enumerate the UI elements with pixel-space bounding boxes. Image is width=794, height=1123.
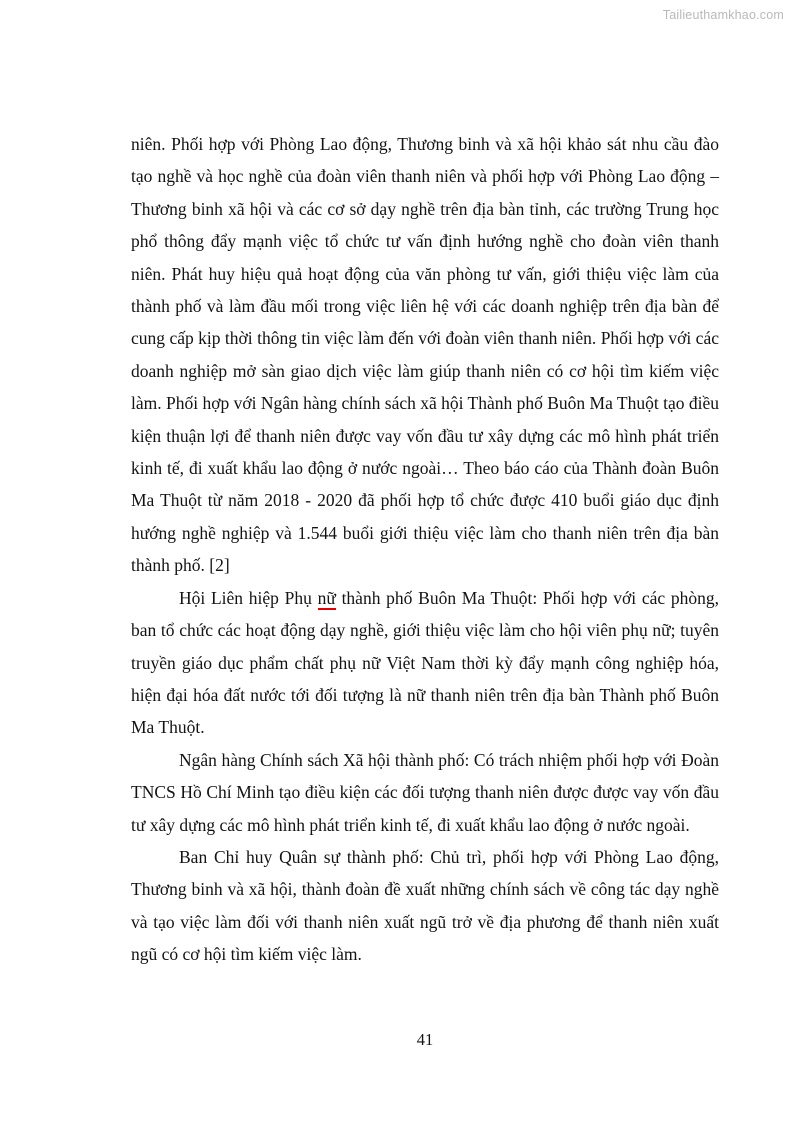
page-number: 41 xyxy=(416,1030,434,1049)
paragraph-military-command: Ban Chỉ huy Quân sự thành phố: Chủ trì, phối hợp với Phòng Lao động, Thương binh và xã hội, thành đoàn đề xuất những chính sách về công tác dạy nghề và tạo việc làm đối với thanh niên xuất ngũ trở về địa phương để thanh niên xuất ngũ có cơ hội tìm kiếm việc làm. xyxy=(131,846,719,965)
paragraph-segment-before: Hội Liên hiệp Phụ xyxy=(179,587,318,608)
paragraph-continuation: niên. Phối hợp với Phòng Lao động, Thương binh và xã hội khảo sát nhu cầu đào tạo nghề và học nghề của đoàn viên thanh niên và phối hợp với Phòng Lao động – Thương binh xã hội và các cơ sở dạy nghề trên địa bàn tỉnh, các trường Trung học phổ thông đẩy mạnh việc tổ chức tư vấn định hướng nghề cho đoàn viên thanh niên. Phát huy hiệu quả hoạt động của văn phòng tư vấn, giới thiệu việc làm của thành phố và làm đầu mối trong việc liên hệ với các doanh nghiệp trên địa bàn để cung cấp kịp thời thông tin việc làm đến với đoàn viên thanh niên. Phối hợp với các doanh nghiệp mở sàn giao dịch việc làm giúp thanh niên có cơ hội tìm kiếm việc làm. Phối hợp với Ngân hàng chính sách xã hội Thành phố Buôn Ma Thuột tạo điều kiện thuận lợi để thanh niên được vay vốn đầu tư xây dựng các mô hình phát triển kinh tế, đi xuất khẩu lao động ở nước ngoài… Theo báo cáo của Thành đoàn Buôn Ma Thuột từ năm 2018 - 2020 đã phối hợp tổ chức được 410 buổi giáo dục định hướng nghề nghiệp và 1.544 buổi giới thiệu việc làm cho thanh niên trên địa bàn thành phố. [2] xyxy=(131,134,719,576)
watermark-text: Tailieuthamkhao.com xyxy=(662,8,784,22)
paragraph-segment-after: thành phố Buôn Ma Thuột: Phối hợp với các phòng, ban tổ chức các hoạt động dạy nghề, giới thiệu việc làm cho hội viên phụ nữ; tuyên truyền giáo dục phẩm chất phụ nữ Việt Nam thời kỳ đẩy mạnh công nghiệp hóa, hiện đại hóa đất nước tới đối tượng là nữ thanh niên trên địa bàn Thành phố Buôn Ma Thuột. xyxy=(131,587,719,738)
paragraph-social-policy-bank: Ngân hàng Chính sách Xã hội thành phố: Có trách nhiệm phối hợp với Đoàn TNCS Hồ Chí Minh tạo điều kiện các đối tượng thanh niên được được vay vốn đầu tư xây dựng các mô hình phát triển kinh tế, đi xuất khẩu lao động ở nước ngoài. xyxy=(131,749,719,835)
spellcheck-underlined-word: nữ xyxy=(317,587,336,608)
paragraph-women-union xyxy=(131,582,719,744)
page-body xyxy=(131,128,719,971)
